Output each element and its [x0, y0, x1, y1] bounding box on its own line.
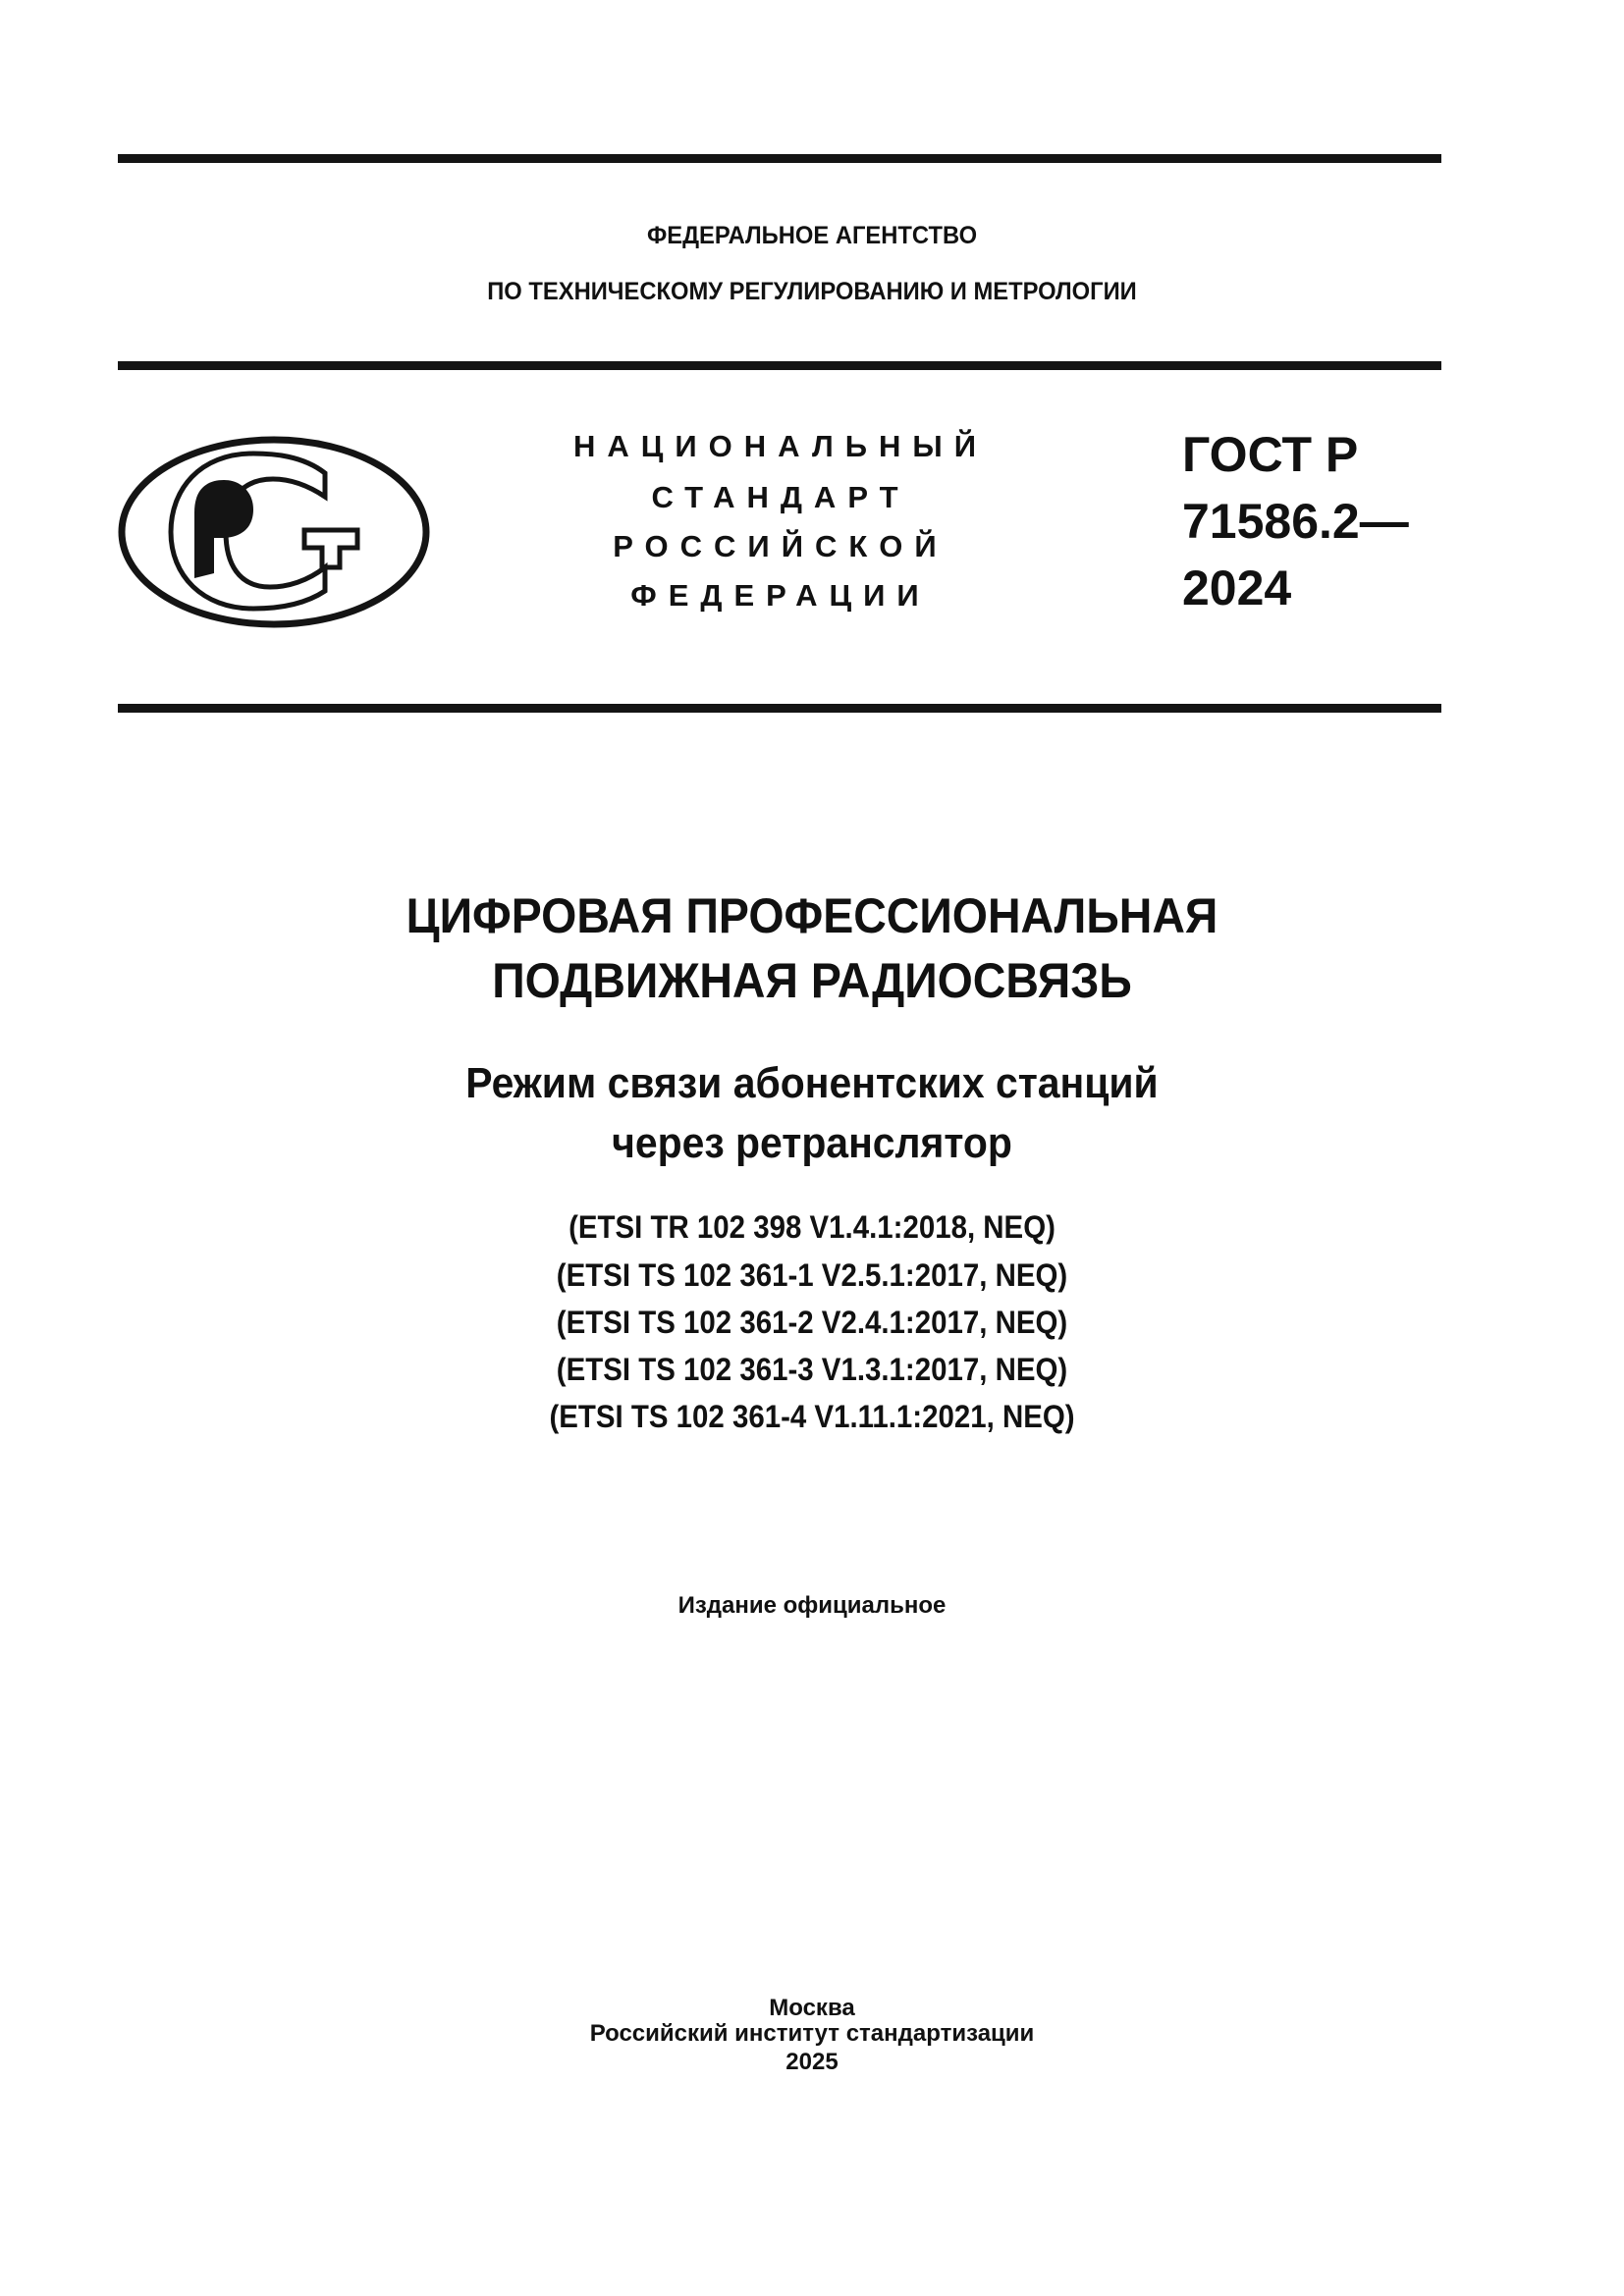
designation-line-3: 2024	[1182, 561, 1292, 615]
reference-2: (ETSI TS 102 361-1 V2.5.1:2017, NEQ)	[556, 1257, 1068, 1293]
standard-type-line-3: РОССИЙСКОЙ	[613, 529, 948, 563]
reference-5: (ETSI TS 102 361-4 V1.11.1:2021, NEQ)	[549, 1399, 1075, 1434]
standard-type-line-1: НАЦИОНАЛЬНЫЙ	[572, 429, 989, 463]
imprint-publisher: Российский институт стандартизации	[589, 2020, 1035, 2047]
rule-middle	[118, 361, 1441, 370]
agency-line-2: ПО ТЕХНИЧЕСКОМУ РЕГУЛИРОВАНИЮ И МЕТРОЛОГИИ	[487, 278, 1137, 305]
agency-line-1: ФЕДЕРАЛЬНОЕ АГЕНТСТВО	[646, 222, 978, 249]
subtitle-line-2: через ретранслятор	[612, 1119, 1012, 1167]
imprint-city: Москва	[769, 1995, 855, 2021]
subtitle-line-1: Режим связи абонентских станций	[465, 1059, 1159, 1107]
rule-bottom	[118, 704, 1441, 713]
title-line-1: ЦИФРОВАЯ ПРОФЕССИОНАЛЬНАЯ	[406, 888, 1218, 943]
designation-line-1: ГОСТ Р	[1182, 427, 1359, 482]
rule-top	[118, 154, 1441, 163]
standard-type-line-4: ФЕДЕРАЦИИ	[630, 578, 931, 613]
imprint-year: 2025	[785, 2049, 839, 2075]
rst-gost-emblem-icon	[116, 436, 432, 628]
reference-4: (ETSI TS 102 361-3 V1.3.1:2017, NEQ)	[556, 1352, 1068, 1387]
standard-type-line-2: СТАНДАРТ	[651, 480, 910, 514]
title-line-2: ПОДВИЖНАЯ РАДИОСВЯЗЬ	[492, 953, 1132, 1008]
edition-label: Издание официальное	[677, 1592, 947, 1619]
designation-line-2: 71586.2—	[1182, 494, 1409, 549]
reference-3: (ETSI TS 102 361-2 V2.4.1:2017, NEQ)	[556, 1305, 1068, 1340]
reference-1: (ETSI TR 102 398 V1.4.1:2018, NEQ)	[568, 1209, 1056, 1245]
